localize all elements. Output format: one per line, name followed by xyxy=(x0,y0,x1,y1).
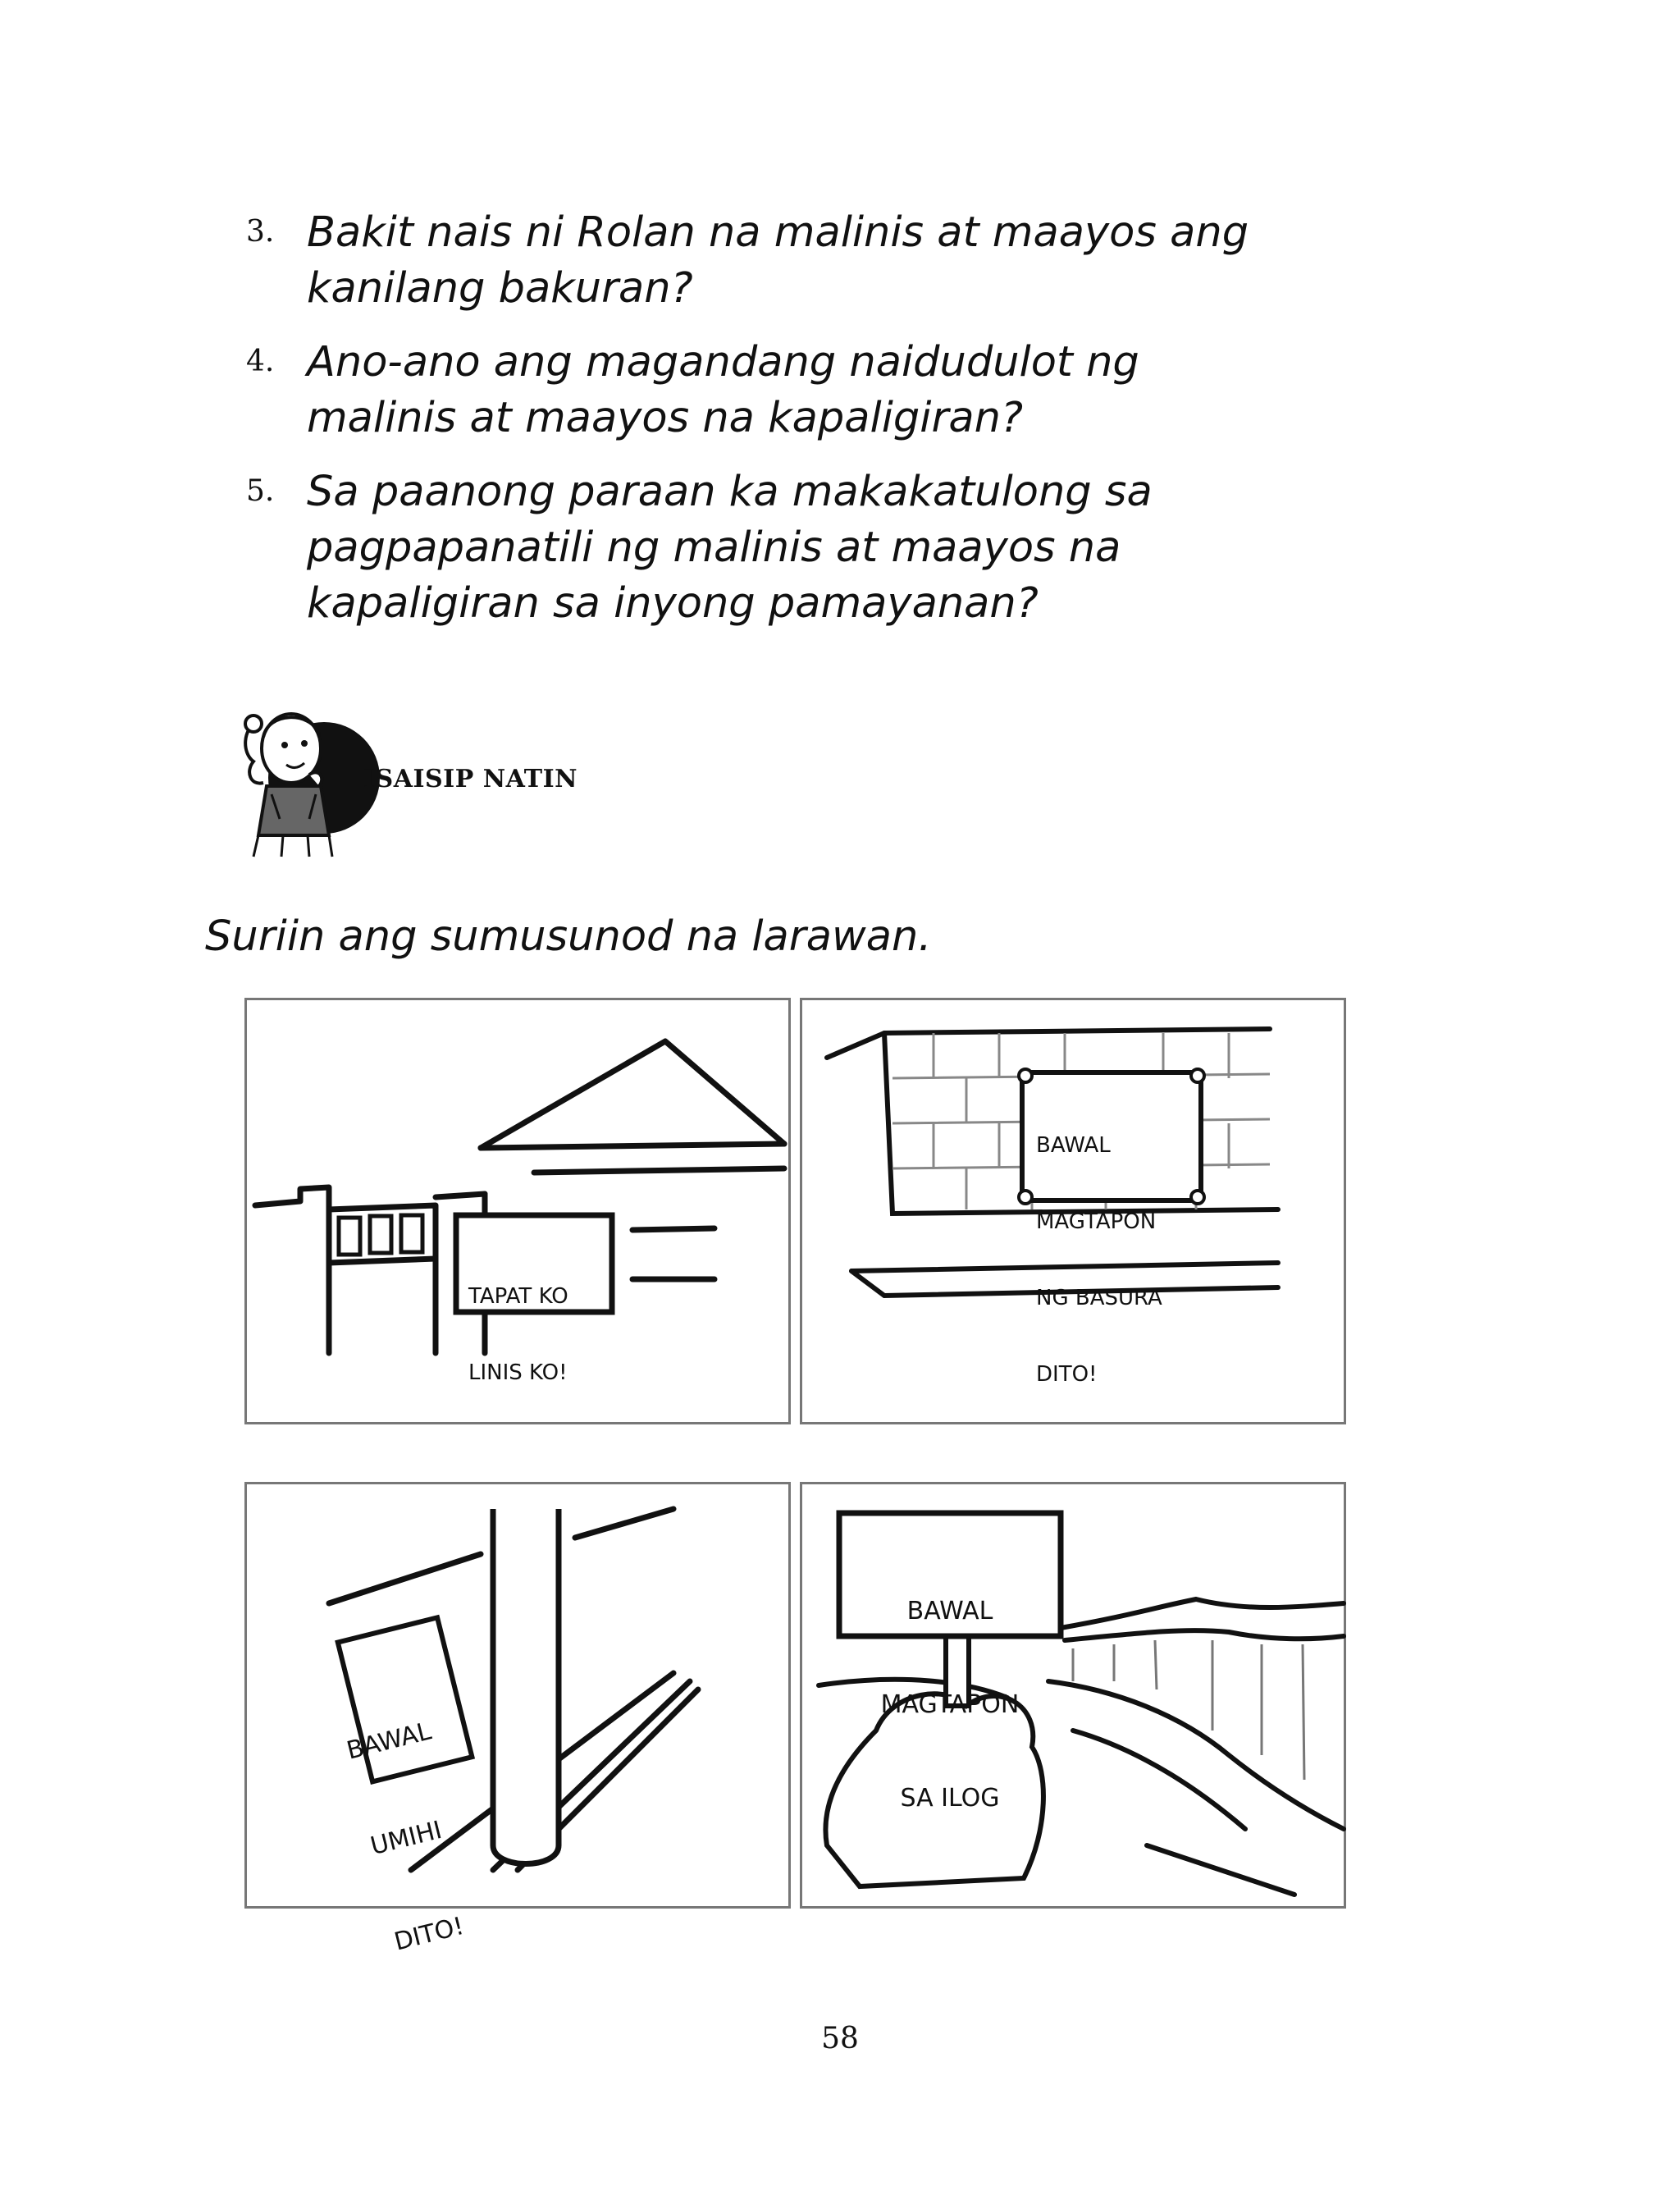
sign-line: BAWAL xyxy=(906,1597,993,1625)
sign-line: BAWAL xyxy=(1036,1133,1111,1158)
question-4 xyxy=(246,335,1436,446)
question-line: pagpapanatili ng malinis at maayos na xyxy=(307,523,1121,572)
sign-line: DITO! xyxy=(1036,1362,1098,1387)
panel-house-sign xyxy=(244,998,791,1424)
panel-pole-sign xyxy=(244,1482,791,1957)
sign-line: MAGTAPON xyxy=(1036,1209,1157,1234)
sign-line: BAWAL xyxy=(344,1717,435,1766)
sign-tapat-ko xyxy=(468,1233,568,1437)
sign-line: SA ILOG xyxy=(900,1784,1000,1813)
sign-line: MAGTAPON xyxy=(880,1690,1020,1719)
question-5 xyxy=(246,464,1436,632)
question-line: Bakit nais ni Rolan na malinis at maayos ang xyxy=(307,208,1249,257)
question-number: 3. xyxy=(246,215,275,249)
section-header xyxy=(234,696,611,860)
pole-drawing xyxy=(247,1484,793,1911)
question-text xyxy=(307,205,1422,317)
question-line: Ano-ano ang magandang naidudulot ng xyxy=(307,338,1139,386)
sign-line: TAPAT KO xyxy=(468,1284,568,1309)
sign-bawal-magtapon-ilog xyxy=(860,1534,1040,1877)
question-number: 5. xyxy=(246,474,275,508)
sign-bawal-magtapon-basura xyxy=(1036,1082,1162,1438)
question-line: kanilang bakuran? xyxy=(307,264,693,313)
question-list xyxy=(246,205,1436,650)
sign-line: UMIHI xyxy=(368,1815,445,1862)
page-number: 58 xyxy=(821,2022,859,2055)
sign-line: NG BASURA xyxy=(1036,1286,1162,1310)
question-text xyxy=(307,464,1422,632)
panel-river-sign xyxy=(800,1482,1346,1909)
question-line: malinis at maayos na kapaligiran? xyxy=(307,394,1024,442)
question-text xyxy=(307,335,1422,446)
sign-line: LINIS KO! xyxy=(468,1360,568,1385)
question-number: 4. xyxy=(246,345,275,378)
question-line: Sa paanong paraan ka makakatulong sa xyxy=(307,468,1153,516)
instruction: Suriin ang sumusunod na larawan. xyxy=(205,912,932,961)
question-3 xyxy=(246,205,1436,317)
section-title: ISAISIP NATIN xyxy=(363,765,578,793)
question-line: kapaligiran sa inyong pamayanan? xyxy=(307,579,1039,628)
panel-wall-sign xyxy=(800,998,1346,1424)
sign-line: DITO! xyxy=(391,1911,468,1957)
